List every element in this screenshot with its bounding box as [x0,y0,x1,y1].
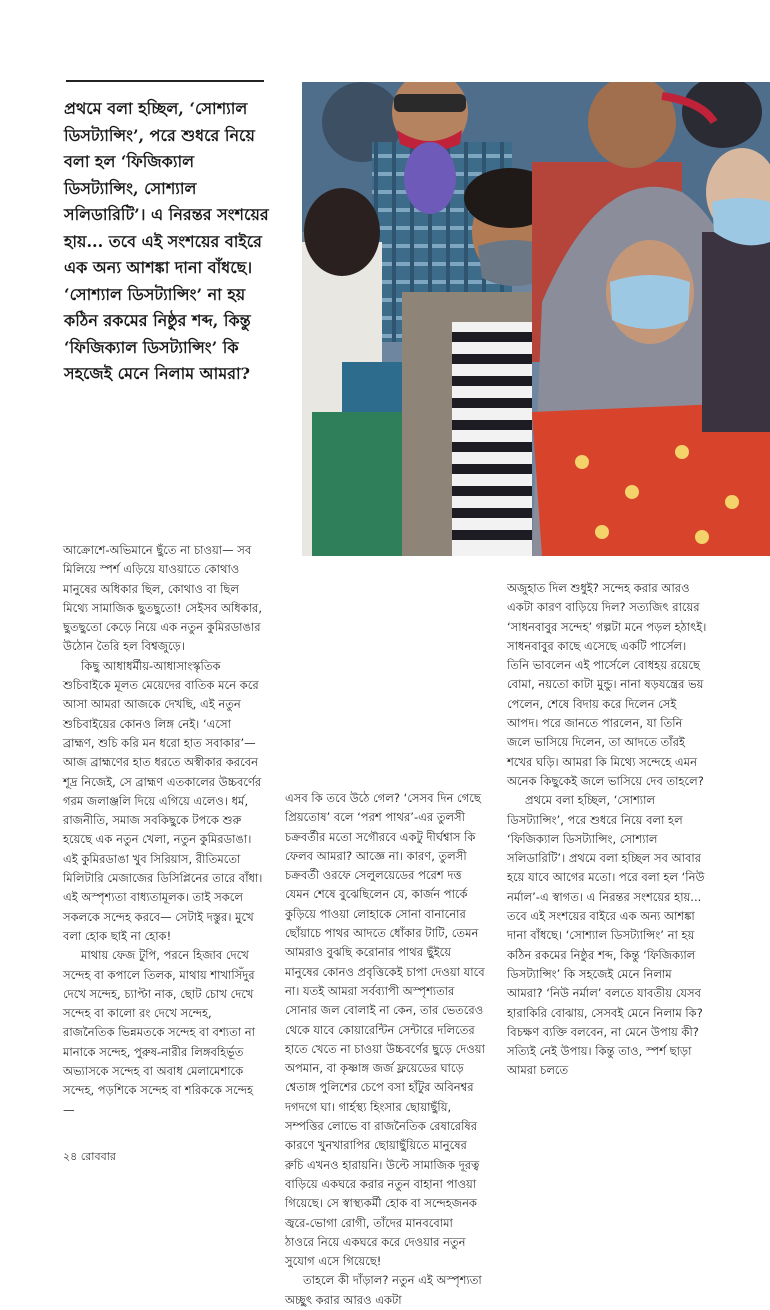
paragraph: প্রথমে বলা হচ্ছিল, ‘সোশ্যাল ডিসট্যান্সিং’, পরে শুধরে নিয়ে বলা হল ‘ফিজিক্যাল ডিসট্যান্সিং, সোশ্যাল সলিডারিটি’। প্রথমে বলা হচ্ছিল সব আবার হয়ে যাবে আগের মতো। পরে বলা হল ‘নিউ নর্মাল’-এ স্বাগত। এ নিরন্তর সংশয়ের হায়... তবে এই সংশয়ের বাইরে এক অন্য আশঙ্কা দানা বাঁধছে। ‘সোশ্যাল ডিসট্যান্সিং’ না হয় কঠিন রকমের নিষ্ঠুর শব্দ, কিন্তু ‘ফিজিক্যাল ডিসট্যান্সিং’ কি সহজেই মেনে নিলাম আমরা? ‘নিউ নর্মাল’ বলতে যাবতীয় যেসব হারাকিরি বোঝায়, সেসবই মেনে নিলাম কি? বিচক্ষণ ব্যক্তি বলবেন, না মেনে উপায় কী? সত্যিই নেই উপায়। কিন্তু তাও, স্পর্শ ছাড়া আমরা চলতে [507,793,705,1078]
article-column-1 [63,541,263,1120]
pull-quote: প্রথমে বলা হচ্ছিল, ‘সোশ্যাল ডিসট্যান্সিং’, পরে শুধরে নিয়ে বলা হল ‘ফিজিক্যাল ডিসট্যান্সিং, সোশ্যাল সলিডারিটি’। এ নিরন্তর সংশয়ের হায়... তবে এই সংশয়ের বাইরে এক অন্য আশঙ্কা দানা বাঁধছে। ‘সোশ্যাল ডিসট্যান্সিং’ না হয় কঠিন রকমের নিষ্ঠুর শব্দ, কিন্তু ‘ফিজিক্যাল ডিসট্যান্সিং’ কি সহজেই মেনে নিলাম আমরা? [64,99,269,383]
paragraph: কিছু আধাধর্মীয়-আধাসাংস্কৃতিক শুচিবাইকে মূলত মেয়েদের বাতিক মনে করে আসা আমরা আজকে দেখছি, এই নতুন শুচিবাইয়ের কোনও লিঙ্গ নেই। ‘এসো ব্রাহ্মণ, শুচি করি মন ধরো হাত সবাকার’— আজ ব্রাহ্মণের হাত ধরতে অস্বীকার করবেন শূদ্র নিজেই, সে ব্রাহ্মণ এতকালের উচ্চবর্ণের গরম জলাঞ্জলি দিয়ে এগিয়ে এলেও। ধর্ম, রাজনীতি, সমাজ সবকিছুকে টপকে শুরু হয়েছে এক নতুন খেলা, নতুন কুমিরডাঙা। এই কুমিরডাঙা খুব সিরিয়াস, রীতিমতো মিলিটারি মেজাজের ডিসিপ্লিনের তারে বাঁধা। এই অস্পৃশ্যতা বাধ্যতামূলক। তাই সকলে সকলকে সন্দেহ করবে— সেটাই দস্তুর। মুখে বলা হোক ছাই না হোক! [63,658,263,943]
paragraph: তাহলে কী দাঁড়াল? নতুন এই অস্পৃশ্যতা অচ্ছুৎ করার আরও একটা [285,1273,482,1307]
paragraph: অজুহাত দিল শুধুই? সন্দেহ করার আরও একটা কারণ বাড়িয়ে দিল? সত্যজিৎ রায়ের ‘সাধনবাবুর সন্দেহ’ গল্পটা মনে পড়ল হঠাৎই। সাধনবাবুর কাছে এসেছে একটি পার্সেল। তিনি ভাবলেন এই পার্সেলে বোধহয় রয়েছে বোমা, নয়তো কাটা মুন্ডু। নানা ষড়যন্ত্রের ভয় পেলেন, শেষে বিদায় করে দিলেন সেই আপদ। পরে জানতে পারলেন, যা তিনি জলে ভাসিয়ে দিলেন, তা আদতে তাঁরই শখের ঘড়ি। আমরা কি মিথ্যে সন্দেহে এমন অনেক কিছুকেই জলে ভাসিয়ে দেব তাহলে? [507,581,707,788]
article-column-3 [507,579,707,1081]
pull-quote-rule [66,80,264,82]
paragraph: মাথায় ফেজ টুপি, পরনে হিজাব দেখে সন্দেহ বা কপালে তিলক, মাথায় শাখাসিঁদুর দেখে সন্দেহ, চ্যাপ্টা নাক, ছোট চোখ দেখে সন্দেহ বা কালো রং দেখে সন্দেহ, রাজনৈতিক ভিন্নমতকে সন্দেহ বা বশ্যতা না মানাকে সন্দেহ, পুরুষ-নারীর লিঙ্গবহির্ভূত অভ্যাসকে সন্দেহ বা অবাধ মেলামেশাকে সন্দেহ, পড়শিকে সন্দেহ বা শরিককে সন্দেহ— [63,948,255,1117]
paragraph: আক্রোশে-অভিমানে ছুঁতে না চাওয়া— সব মিলিয়ে স্পর্শ এড়িয়ে যাওয়াতে কোথাও মানুষের অধিকার ছিল, কোথাও বা ছিল মিথ্যে সামাজিক ছুতছুতো! সেইসব অধিকার, ছুতছুতো কেড়ে নিয়ে এক নতুন কুমিরডাঙার উঠোন তৈরি হল বিশ্বজুড়ে। [63,543,263,654]
article-column-2 [285,789,485,1310]
crowd-with-masks-photo-icon [302,82,770,556]
page-footer: ২৪ রোববার [63,1150,116,1163]
crowd-photo [302,82,770,556]
paragraph: এসব কি তবে উঠে গেল? ‘সেসব দিন গেছে প্রিয়তোষ’ বলে ‘পরশ পাথর’-এর তুলসী চক্রবর্তীর মতো সগৌরবে একটু দীর্ঘশ্বাস কি ফেলব আমরা? আজ্ঞে না। কারণ, তুলসী চক্রবর্তী ওরফে সেলুলয়েডের পরেশ দত্ত যেমন শেষে বুঝেছিলেন যে, কার্জন পার্কে কুড়িয়ে পাওয়া লোহাকে সোনা বানানোর ছোঁয়াচে পাথর আদতে ধোঁকার টাটি, তেমন আমরাও বুঝছি করোনার পাথর ছুঁইয়ে মানুষের কোনও প্রবৃত্তিকেই চাপা দেওয়া যাবে না। যতই আমরা সর্বব্যাপী অস্পৃশ্যতার সোনার জল বোলাই না কেন, তার ভেতরেও থেকে যাবে কোয়ারেন্টিন সেন্টারে দলিতের হাতে খেতে না চাওয়া উচ্চবর্ণের ছুড়ে দেওয়া অপমান, বা কৃষ্ণাঙ্গ জর্জ ফ্লয়েডের ঘাড়ে শ্বেতাঙ্গ পুলিশের চেপে বসা হাঁটুর অবিনশ্বর দগদগে ঘা। গার্হস্থ্য হিংসার ছোয়াছুঁয়ি, সম্পত্তির লোভে বা রাজনৈতিক রেষারেষির কারণে খুনখারাপির ছোয়াছুঁয়িতে মানুষের রুচি এখনও হারায়নি। উল্টে সামাজিক দূরত্ব বাড়িয়ে একঘরে করার নতুন বাহানা পাওয়া গিয়েছে। সে স্বাস্থ্যকর্মী হোক বা সন্দেহজনক জ্বরে-ভোগা রোগী, তাঁদের মানববোমা ঠাওরে নিয়ে একঘরে করে দেওয়ার নতুন সুযোগ এসে গিয়েছে! [285,791,485,1269]
